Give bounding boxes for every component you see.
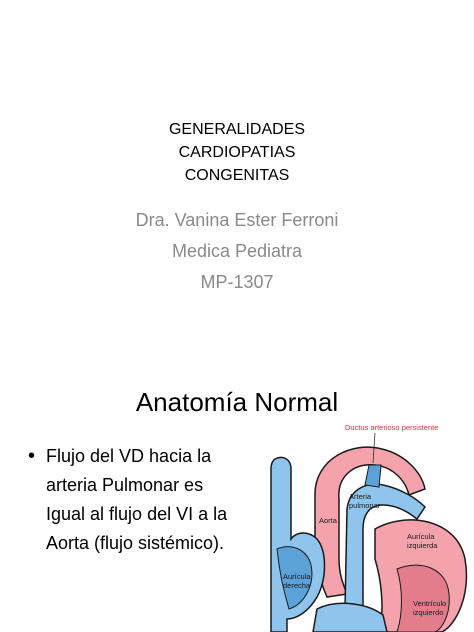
bullet-line: Igual al flujo del VI a la: [46, 504, 228, 524]
heart-diagram: [257, 419, 470, 632]
auricula-izquierda-label: Aurícula: [407, 532, 435, 541]
title-line: CARDIOPATIAS: [178, 144, 296, 161]
auricula-derecha-label-2: derecha: [283, 581, 311, 590]
bullet-line: arteria Pulmonar es: [46, 475, 204, 495]
author-license: MP-1307: [200, 272, 274, 292]
ductus-shape: [365, 465, 381, 487]
slide-subtitle: [0, 205, 474, 298]
bullet-item: [28, 442, 258, 558]
arteria-label: Arteria: [349, 492, 372, 501]
ventriculo-label: Ventrículo: [413, 599, 447, 608]
pulmonar-label: pulmonar: [349, 501, 381, 510]
auricula-izquierda-label-2: izquierda: [407, 541, 438, 550]
author-name: Dra. Vanina Ester Ferroni: [135, 210, 339, 230]
bullet-line: Aorta (flujo sistémico).: [46, 533, 225, 553]
aorta-label: Aorta: [319, 516, 337, 525]
right-ventricle-shape: [313, 603, 387, 632]
ductus-label: Ductus arterioso persistente: [345, 423, 439, 432]
slide-title: Anatomía Normal: [135, 387, 339, 417]
heart-illustration: [257, 419, 470, 632]
ventriculo-label-2: izquierdo: [413, 608, 444, 617]
title-line: CONGENITAS: [184, 167, 290, 184]
author-role: Medica Pediatra: [171, 241, 303, 261]
bullet-icon: •: [28, 445, 36, 467]
slide-title: [0, 118, 474, 187]
auricula-derecha-label: Aurícula: [283, 572, 311, 581]
bullet-text: [46, 442, 227, 558]
anatomy-slide: [0, 316, 474, 632]
title-line: GENERALIDADES: [168, 121, 306, 138]
bullet-line: Flujo del VD hacia la: [46, 446, 212, 466]
